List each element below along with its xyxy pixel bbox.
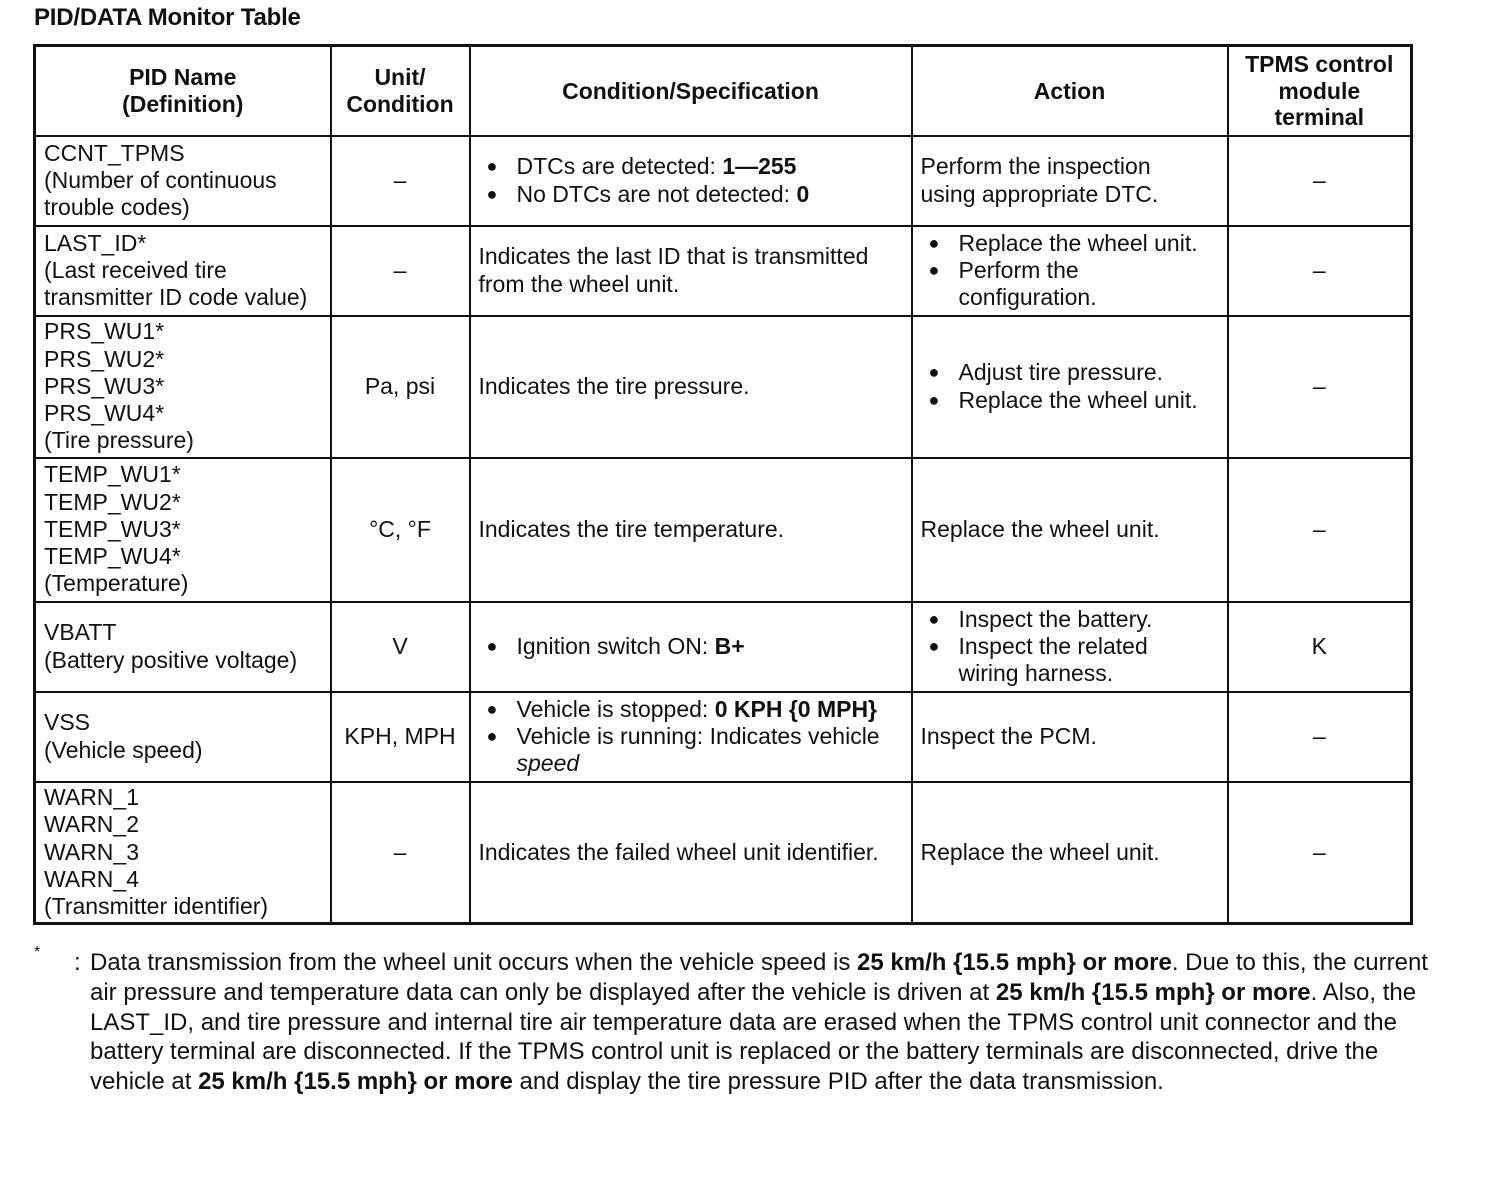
pid-name-line: (Battery positive voltage) [44,646,298,673]
table-row [35,602,1412,692]
footnote-emphasis: 25 km/h {15.5 mph} or more [995,978,1311,1006]
bullet-icon: ● [486,725,498,746]
action-cell [912,782,1228,924]
action-text: Replace the wheel unit. [958,386,1198,413]
header-unit-condition: Unit/ Condition [331,46,470,136]
bullet-icon: ● [486,635,498,656]
action-cell [912,458,1228,602]
action-cell [912,692,1228,782]
header-terminal: TPMS control module terminal [1228,46,1412,136]
bullet-icon: ● [928,635,940,656]
condition-cell [470,782,912,924]
action-cell [912,136,1228,226]
pid-name-line: trouble codes) [44,194,190,221]
table-row [35,226,1412,316]
condition-text: Indicates the last ID that is transmitted from the wheel unit. [478,243,869,297]
bullet-icon: ● [928,232,940,253]
bullet-icon: ● [486,156,498,177]
unit-cell: KPH, MPH [331,692,470,782]
pid-name-cell [35,136,331,226]
pid-name-line: CCNT_TPMS [44,139,185,166]
unit-cell: °C, °F [331,458,470,602]
pid-name-line: PRS_WU2* [44,345,165,372]
action-cell [912,226,1228,316]
list-item [479,723,903,778]
condition-value-italic: speed [516,750,580,777]
action-list [921,359,1219,414]
pid-name-line: PRS_WU3* [44,372,165,399]
condition-value: 0 KPH {0 MPH} [714,695,878,722]
pid-name-cell [35,226,331,316]
action-list [921,230,1219,312]
terminal-cell: – [1228,692,1412,782]
pid-name-line: (Last received tire [44,256,227,283]
action-text: Inspect the related wiring harness. [958,632,1148,687]
page-title: PID/DATA Monitor Table [34,4,301,31]
bullet-icon: ● [928,608,940,629]
pid-name-cell [35,602,331,692]
pid-name-line: PRS_WU1* [44,318,165,345]
footnote-text [90,940,1434,1097]
terminal-cell: – [1228,316,1412,458]
pid-name-line: VBATT [44,619,117,646]
terminal-cell: – [1228,226,1412,316]
list-item [921,606,1219,633]
table-row [35,136,1412,226]
list-item [479,633,903,660]
footnote-marker: * [34,944,41,961]
list-item [921,359,1219,386]
terminal-cell: – [1228,458,1412,602]
footnote-colon: : [74,949,81,976]
pid-name-line: (Temperature) [44,570,189,597]
condition-value: 0 [796,180,810,207]
list-item [921,633,1219,688]
condition-list [479,633,903,660]
table-row [35,316,1412,458]
condition-list [479,153,903,208]
pid-name-line: WARN_3 [44,838,139,865]
condition-text: Vehicle is stopped: [516,695,715,722]
condition-text: Indicates the tire pressure. [478,372,750,399]
unit-cell: – [331,782,470,924]
unit-cell: V [331,602,470,692]
pid-name-line: WARN_1 [44,784,139,810]
action-text: Inspect the battery. [958,605,1153,632]
condition-text: Indicates the failed wheel unit identifier. [478,838,879,865]
condition-text: DTCs are detected: [516,153,723,180]
pid-data-monitor-table [33,44,1413,925]
pid-name-line: transmitter ID code value) [44,284,308,311]
condition-text: Ignition switch ON: [516,632,715,659]
condition-cell [470,136,912,226]
pid-name-line: TEMP_WU1* [44,461,181,488]
table-row [35,692,1412,782]
condition-cell [470,458,912,602]
bullet-icon: ● [486,183,498,204]
footnote-segment: . Due to this, the current air pressure and temperature data can only be displayed after the vehicle is driven at [90,949,1428,1006]
list-item [921,387,1219,414]
bullet-icon: ● [928,259,940,280]
footnote [34,940,1434,1097]
footnote-segment: Data transmission from the wheel unit occurs when the vehicle speed is [90,949,858,976]
pid-name-line: TEMP_WU2* [44,488,181,515]
table-row [35,458,1412,602]
unit-cell: – [331,226,470,316]
action-text: Replace the wheel unit. [958,229,1198,256]
pid-name-cell [35,692,331,782]
condition-value: B+ [714,632,745,659]
pid-name-line: TEMP_WU4* [44,543,181,570]
footnote-emphasis: 25 km/h {15.5 mph} or more [198,1068,513,1096]
action-text: Replace the wheel unit. [920,838,1160,865]
action-list [921,606,1219,688]
bullet-icon: ● [928,362,940,383]
condition-cell [470,602,912,692]
action-text: Inspect the PCM. [920,722,1097,749]
condition-cell [470,226,912,316]
footnote-segment: and display the tire pressure PID after the data transmission. [512,1068,1164,1096]
header-action: Action [912,46,1228,136]
pid-name-line: (Number of continuous [44,166,277,193]
pid-name-line: TEMP_WU3* [44,515,181,542]
action-text: Perform the configuration. [958,256,1097,311]
terminal-cell: – [1228,782,1412,924]
bullet-icon: ● [486,698,498,719]
pid-name-line: WARN_4 [44,865,139,892]
footnote-segment: . Also, the LAST_ID, and tire pressure and internal tire air temperature data are erased when the TPMS control unit connector and the battery terminal are disconnected. If the TPMS control unit is replaced or the battery terminals are disconnected, drive the vehicle at [90,978,1417,1096]
pid-name-cell [35,316,331,458]
unit-cell: – [331,136,470,226]
condition-list [479,696,903,778]
condition-text: No DTCs are not detected: [516,180,797,207]
action-cell [912,602,1228,692]
header-pid-name: PID Name (Definition) [35,46,331,136]
footnote-emphasis: 25 km/h {15.5 mph} or more [857,949,1172,976]
terminal-cell: – [1228,136,1412,226]
pid-name-line: (Tire pressure) [44,427,194,454]
pid-name-line: LAST_ID* [44,229,147,256]
list-item [921,230,1219,257]
action-text: Perform the inspection using appropriate DTC. [920,153,1159,207]
action-text: Adjust tire pressure. [958,359,1164,386]
list-item [479,696,903,723]
table-row [35,782,1412,924]
pid-name-line: (Vehicle speed) [44,736,203,763]
header-condition-specification: Condition/Specification [470,46,912,136]
table-header-row [35,46,1412,136]
unit-cell: Pa, psi [331,316,470,458]
pid-name-line: VSS [44,709,91,736]
condition-text: Indicates the tire temperature. [478,515,785,542]
condition-text: Vehicle is running: Indicates vehicle [516,722,880,749]
condition-cell [470,692,912,782]
condition-cell [470,316,912,458]
list-item [921,257,1219,312]
action-cell [912,316,1228,458]
pid-name-line: WARN_2 [44,811,139,838]
pid-name-line: PRS_WU4* [44,400,165,427]
action-text: Replace the wheel unit. [920,515,1160,542]
pid-name-line: (Transmitter identifier) [44,893,269,920]
pid-name-cell [35,458,331,602]
list-item [479,153,903,180]
bullet-icon: ● [928,389,940,410]
list-item [479,181,903,208]
condition-value: 1—255 [722,153,797,180]
pid-name-cell [35,782,331,924]
terminal-cell: K [1228,602,1412,692]
